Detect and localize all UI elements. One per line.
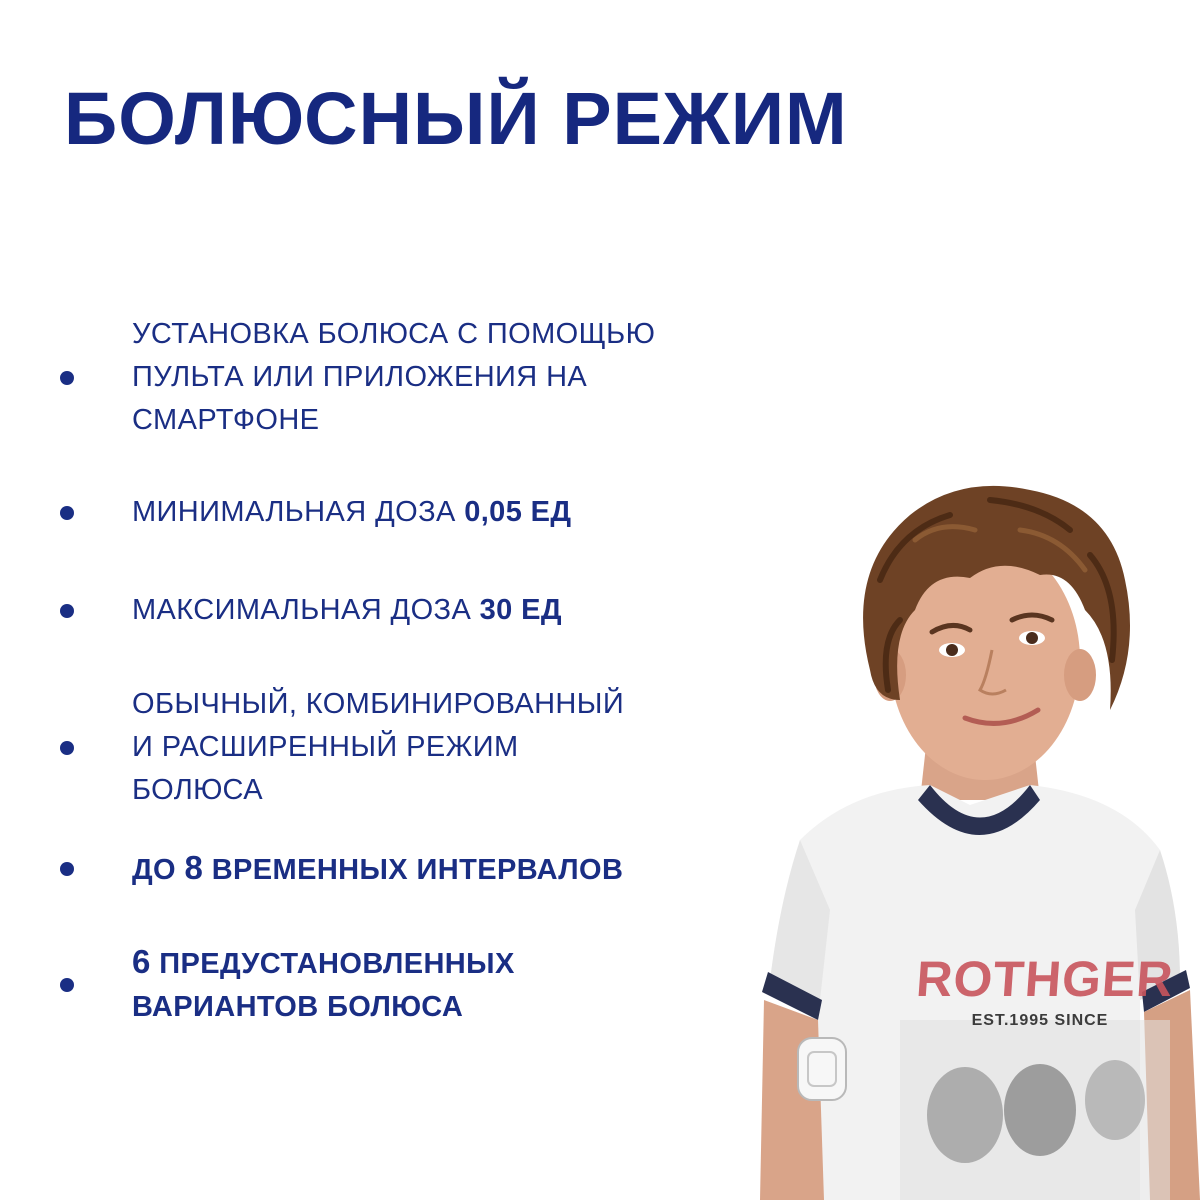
feature-item-min-dose — [60, 491, 740, 534]
feature-item-presets — [60, 940, 740, 1029]
feature-line: ПУЛЬТА ИЛИ ПРИЛОЖЕНИЯ НА — [132, 361, 588, 393]
feature-line: ОБЫЧНЫЙ, КОМБИНИРОВАННЫЙ — [132, 688, 625, 720]
feature-item-time-intervals — [60, 846, 740, 892]
boy-photo — [740, 460, 1200, 1200]
bullet-dot-icon — [60, 862, 74, 876]
feature-line: УСТАНОВКА БОЛЮСА С ПОМОЩЬЮ — [132, 318, 656, 350]
feature-value: 6 — [132, 943, 151, 980]
bullet-dot-icon — [60, 741, 74, 755]
feature-label: ВРЕМЕННЫХ ИНТЕРВАЛОВ — [203, 854, 624, 886]
feature-item-bolus-modes — [60, 683, 740, 812]
feature-item-remote-setup — [60, 313, 740, 442]
feature-label: ДО — [132, 854, 185, 886]
feature-value: 0,05 ЕД — [464, 496, 572, 528]
shirt-print-subtitle: EST.1995 SINCE — [971, 1012, 1109, 1029]
feature-text — [132, 313, 655, 442]
feature-item-max-dose — [60, 589, 740, 632]
feature-text — [132, 491, 572, 534]
feature-label: МАКСИМАЛЬНАЯ ДОЗА — [132, 594, 480, 626]
feature-line: СМАРТФОНЕ — [132, 404, 320, 436]
feature-value: 8 — [184, 849, 204, 886]
feature-line: ВАРИАНТОВ БОЛЮСА — [132, 991, 464, 1023]
bullet-dot-icon — [60, 604, 74, 618]
feature-text — [132, 846, 623, 892]
page-title: БОЛЮСНЫЙ РЕЖИМ — [64, 77, 848, 160]
feature-text — [132, 940, 515, 1029]
boy-illustration — [740, 460, 1200, 1200]
bullet-dot-icon — [60, 371, 74, 385]
feature-line: И РАСШИРЕННЫЙ РЕЖИМ — [132, 731, 519, 763]
shirt-print-logo: ROTHGER — [914, 951, 1176, 1007]
feature-text — [132, 683, 624, 812]
feature-value: 30 ЕД — [479, 594, 562, 626]
feature-text — [132, 589, 562, 632]
feature-label: МИНИМАЛЬНАЯ ДОЗА — [132, 496, 465, 528]
feature-line: БОЛЮСА — [132, 774, 263, 806]
bullet-dot-icon — [60, 978, 74, 992]
bullet-dot-icon — [60, 506, 74, 520]
feature-line: ПРЕДУСТАНОВЛЕННЫХ — [150, 948, 515, 980]
